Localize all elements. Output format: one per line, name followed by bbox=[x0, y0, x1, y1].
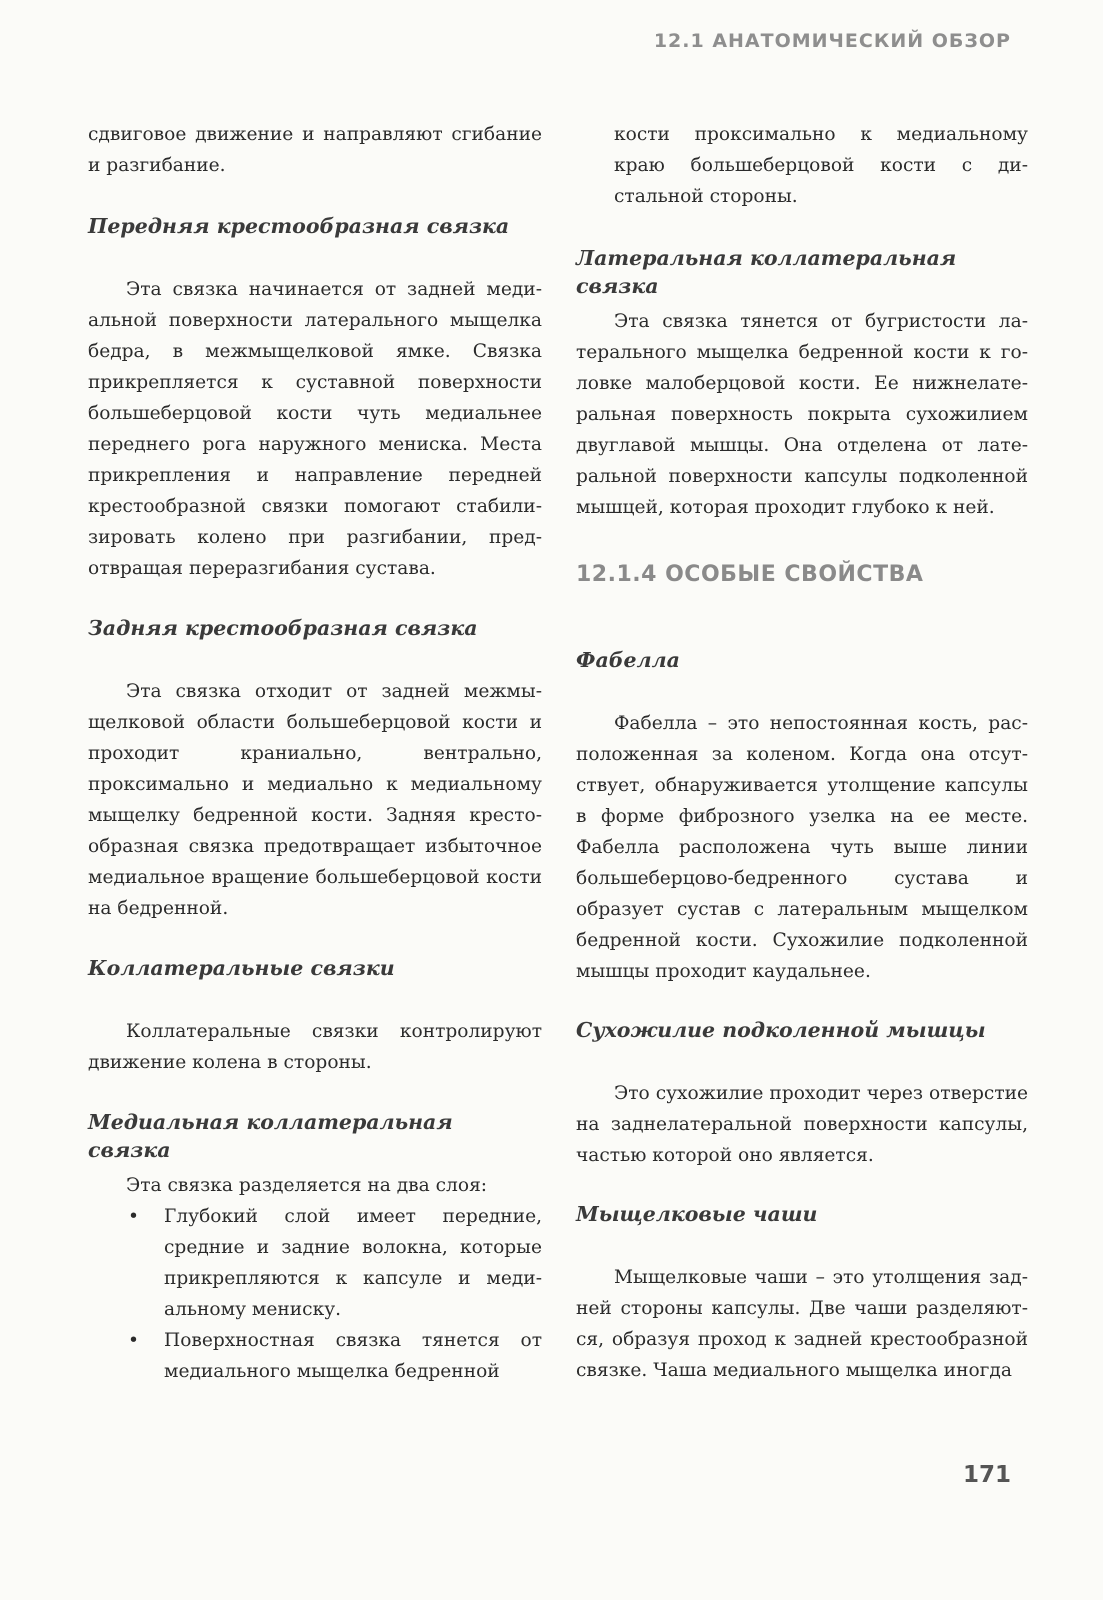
continued-list-paragraph: кости проксимально к медиальному краю большеберцовой кости с дистальной стороны. bbox=[614, 124, 1028, 207]
list-item: • Глубокий слой имеет передние, средние и задние волокна, которые прикрепляются к капсуле и медиальному мениску. bbox=[88, 1201, 542, 1325]
heading-fabella: Фабелла bbox=[576, 648, 680, 672]
paragraph-collateral-ligaments: Коллатеральные связки контролируют движение колена в стороны. bbox=[88, 1021, 542, 1073]
paragraph-anterior-cruciate-ligament: Эта связка начинается от задней медиальной поверхности латерального мыщелка бедра, в межмыщелковой ямке. Связка прикрепляется к суставной поверхности большеберцовой кости чуть медиальнее переднего рога наружного мениска. Места прикрепления и направление передней крестообразной связки помогают стабилизировать колено при разгибании, предотвращая переразгибания сустава. bbox=[88, 279, 542, 579]
mcl-layers-list bbox=[88, 1201, 542, 1387]
paragraph-popliteus-tendon: Это сухожилие проходит через отверстие на заднелатеральной поверхности капсулы, частью которой оно является. bbox=[576, 1083, 1028, 1166]
list-item: • Поверхностная связка тянется от медиального мыщелка бедренной bbox=[88, 1325, 542, 1387]
heading-lateral-collateral-ligament: Латеральная коллатеральная связка bbox=[576, 246, 957, 298]
section-title: 12.1.4 ОСОБЫЕ СВОЙСТВА bbox=[576, 562, 924, 587]
page-number: 171 bbox=[962, 1462, 1011, 1488]
paragraph-condylar-cups: Мыщелковые чаши – это утолщения задней стороны капсулы. Две чаши разделяются, образуя проход к задней крестообразной связке. Чаша медиального мыщелка иногда bbox=[576, 1267, 1028, 1381]
heading-condylar-cups: Мыщелковые чаши bbox=[576, 1202, 818, 1226]
heading-anterior-cruciate-ligament: Передняя крестообразная связка bbox=[88, 214, 510, 238]
paragraph-lateral-collateral-ligament: Эта связка тянется от бугристости латерального мыщелка бедренной кости к головке малоберцовой кости. Ее нижнелатеральная поверхность покрыта сухожилием двуглавой мышцы. Она отделена от латеральной поверхности капсулы подколенной мышцей, которая проходит глубоко к ней. bbox=[576, 311, 1028, 518]
heading-medial-collateral-ligament: Медиальная коллатеральная связка bbox=[88, 1110, 453, 1162]
paragraph-medial-collateral-ligament: Эта связка разделяется на два слоя: bbox=[126, 1175, 488, 1196]
heading-popliteus-tendon: Сухожилие подколенной мышцы bbox=[576, 1018, 986, 1042]
intro-paragraph: сдвиговое движение и направляют сгибание и разгибание. bbox=[88, 124, 542, 176]
heading-collateral-ligaments: Коллатеральные связки bbox=[88, 956, 395, 980]
running-head: 12.1 АНАТОМИЧЕСКИЙ ОБЗОР bbox=[653, 30, 1011, 52]
paragraph-fabella: Фабелла – это непостоянная кость, расположенная за коленом. Когда она отсутствует, обнаруживается утолщение капсулы в форме фиброзного узелка на ее месте. Фабелла расположена чуть выше линии большеберцово-бедренного сустава и образует сустав с латеральным мыщелком бедренной кости. Сухожилие подколенной мышцы проходит каудальнее. bbox=[576, 713, 1028, 982]
heading-posterior-cruciate-ligament: Задняя крестообразная связка bbox=[88, 616, 478, 640]
paragraph-posterior-cruciate-ligament: Эта связка отходит от задней межмыщелковой области большеберцовой кости и проходит краниально, вентрально, проксимально и медиально к медиальному мыщелку бедренной кости. Задняя крестообразная связка предотвращает избыточное медиальное вращение большеберцовой кости на бедренной. bbox=[88, 681, 542, 919]
